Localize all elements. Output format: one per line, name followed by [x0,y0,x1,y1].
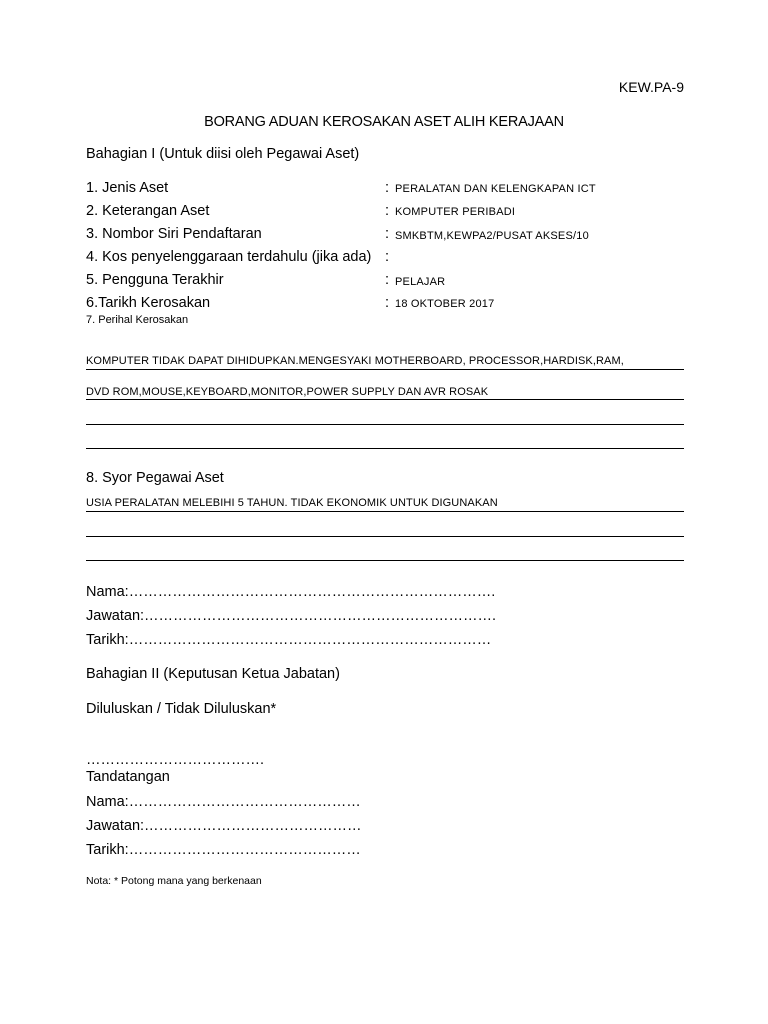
part1-heading: Bahagian I (Untuk diisi oleh Pegawai Aset) [86,146,360,162]
nota-footnote: Nota: * Potong mana yang berkenaan [86,875,262,887]
field-nombor-siri-value: SMKBTM,KEWPA2/PUSAT AKSES/10 [395,230,589,242]
syor-label: 8. Syor Pegawai Aset [86,470,224,486]
field-pengguna-value: PELAJAR [395,276,446,288]
part1-tarikh: Tarikh:………………………………………………………………… [86,632,492,648]
field-jenis-aset-label: 1. Jenis Aset [86,180,169,196]
perihal-line [86,424,684,425]
field-pengguna-colon: : [385,272,390,288]
field-jenis-aset-colon: : [385,180,390,196]
part2-tarikh: Tarikh:………………………………………… [86,842,361,858]
perihal-line [86,448,684,449]
perihal-kerosakan-label: 7. Perihal Kerosakan [86,314,189,326]
field-nombor-siri-colon: : [385,226,390,242]
syor-line [86,536,684,537]
field-jenis-aset-value: PERALATAN DAN KELENGKAPAN ICT [395,183,596,195]
part2-decision: Diluluskan / Tidak Diluluskan* [86,701,277,717]
field-tarikh-kerosakan-colon: : [385,295,390,311]
field-keterangan-aset-value: KOMPUTER PERIBADI [395,206,516,218]
syor-line-text: USIA PERALATAN MELEBIHI 5 TAHUN. TIDAK EKONOMIK UNTUK DIGUNAKAN [86,497,498,509]
field-kos-label: 4. Kos penyelenggaraan terdahulu (jika ada) [86,249,372,265]
field-nombor-siri-label: 3. Nombor Siri Pendaftaran [86,226,262,242]
syor-line [86,560,684,561]
syor-line [86,511,684,512]
part1-nama: Nama:…………………………………………………………………. [86,584,496,600]
part2-tandatangan: Tandatangan [86,769,170,785]
form-title: BORANG ADUAN KEROSAKAN ASET ALIH KERAJAAN [204,114,564,130]
perihal-line [86,399,684,400]
perihal-line-text: DVD ROM,MOUSE,KEYBOARD,MONITOR,POWER SUPPLY DAN AVR ROSAK [86,386,489,398]
form-code: KEW.PA-9 [618,79,684,95]
perihal-line-text: KOMPUTER TIDAK DAPAT DIHIDUPKAN.MENGESYAKI MOTHERBOARD, PROCESSOR,HARDISK,RAM, [86,355,624,367]
field-pengguna-label: 5. Pengguna Terakhir [86,272,224,288]
part1-jawatan: Jawatan:………………………………………………………………. [86,608,497,624]
field-tarikh-kerosakan-value: 18 OKTOBER 2017 [395,298,495,310]
part2-signature-dots: ………………………………. [86,752,265,768]
field-kos-colon: : [385,249,390,265]
field-tarikh-kerosakan-label: 6.Tarikh Kerosakan [86,295,211,311]
part2-jawatan: Jawatan:……………………………………… [86,818,362,834]
perihal-line [86,369,684,370]
field-keterangan-aset-label: 2. Keterangan Aset [86,203,210,219]
part2-heading: Bahagian II (Keputusan Ketua Jabatan) [86,666,340,682]
field-keterangan-aset-colon: : [385,203,390,219]
part2-nama: Nama:………………………………………… [86,794,361,810]
